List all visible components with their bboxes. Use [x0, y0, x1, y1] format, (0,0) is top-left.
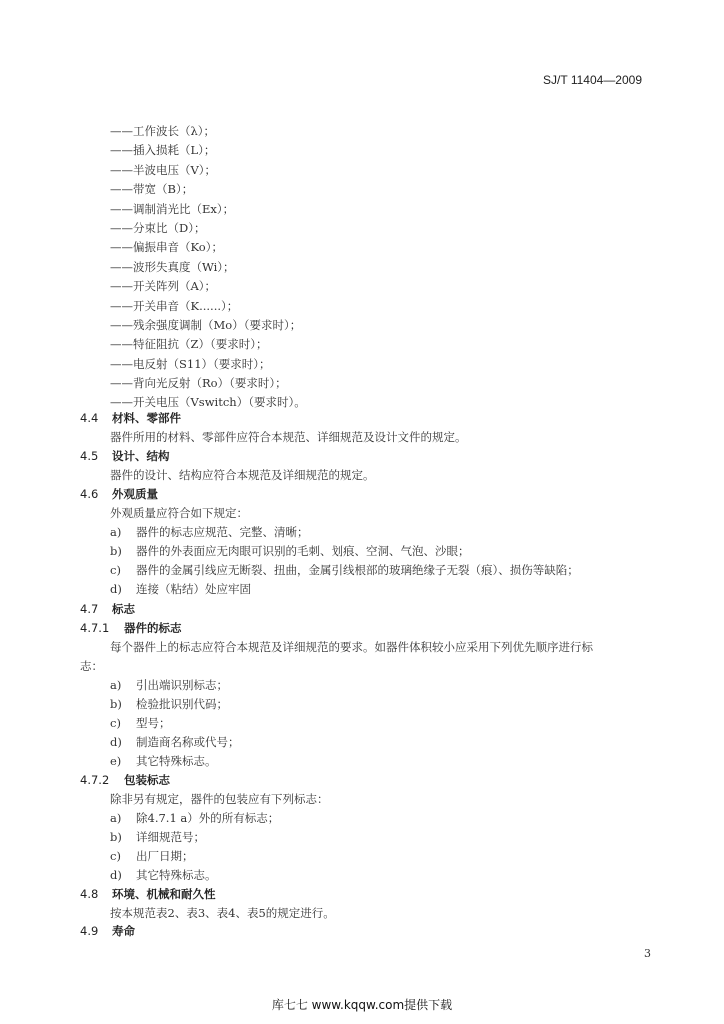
list-item: ——开关电压（Vswitch）（要求时）。 [110, 395, 306, 410]
subsection-heading: 4.7.1 器件的标志 [80, 621, 182, 635]
list-item: ——半波电压（V）； [110, 162, 217, 177]
list-item: ——偏振串音（Ko）； [110, 240, 223, 255]
list-item: ——工作波长（λ）； [110, 124, 216, 138]
list-item: b) 检验批识别代码； [110, 697, 228, 711]
list-item: e) 其它特殊标志。 [110, 754, 217, 768]
paragraph: 按本规范表2、表3、表4、表5的规定进行。 [110, 906, 335, 920]
list-item: d) 连接（粘结）处应牢固 [110, 582, 251, 596]
list-item: ——背向光反射（Ro）（要求时）； [110, 376, 287, 391]
section-heading: 4.7 标志 [80, 602, 135, 616]
list-item: c) 型号； [110, 716, 171, 730]
list-item: ——开关串音（K......）； [110, 298, 239, 313]
list-item: ——调制消光比（Ex）； [110, 201, 235, 216]
section-heading: 4.5 设计、结构 [80, 449, 170, 463]
list-item: ——特征阻抗（Z）（要求时）； [110, 337, 268, 352]
list-item: ——电反射（S11）（要求时）； [110, 356, 271, 371]
list-item: ——带宽（B）； [110, 182, 194, 197]
paragraph: 志： [80, 659, 103, 673]
list-item: c) 器件的金属引线应无断裂、扭曲，金属引线根部的玻璃绝缘子无裂（痕）、损伤等缺陷； [110, 563, 579, 577]
page-number: 3 [644, 947, 651, 960]
list-item: b) 详细规范号； [110, 830, 205, 844]
section-heading: 4.8 环境、机械和耐久性 [80, 887, 216, 901]
paragraph: 器件所用的材料、零部件应符合本规范、详细规范及设计文件的规定。 [110, 430, 467, 444]
list-item: ——开关阵列（A）； [110, 279, 217, 294]
subsection-heading: 4.7.2 包装标志 [80, 773, 170, 787]
section-heading: 4.6 外观质量 [80, 487, 158, 501]
section-heading: 4.4 材料、零部件 [80, 411, 181, 425]
list-item: a) 除4.7.1 a）外的所有标志； [110, 811, 280, 825]
standard-code: SJ/T 11404—2009 [543, 73, 642, 87]
section-heading: 4.9 寿命 [80, 924, 135, 938]
list-item: ——分束比（D）； [110, 220, 206, 235]
list-item: b) 器件的外表面应无肉眼可识别的毛刺、划痕、空洞、气泡、沙眼； [110, 544, 470, 558]
paragraph: 器件的设计、结构应符合本规范及详细规范的规定。 [110, 468, 375, 482]
parameter-list [110, 122, 630, 413]
list-item: d) 制造商名称或代号； [110, 735, 240, 749]
list-item: a) 引出端识别标志； [110, 678, 228, 692]
list-item: c) 出厂日期； [110, 849, 194, 863]
list-item: ——残余强度调制（Mo）（要求时）； [110, 317, 302, 332]
list-item: a) 器件的标志应规范、完整、清晰； [110, 525, 309, 539]
paragraph: 每个器件上的标志应符合本规范及详细规范的要求。如器件体积较小应采用下列优先顺序进行标 [110, 640, 593, 654]
list-item: ——波形失真度（Wi）； [110, 259, 235, 274]
list-item: d) 其它特殊标志。 [110, 868, 217, 882]
list-item: ——插入损耗（L）； [110, 143, 216, 158]
paragraph: 除非另有规定，器件的包装应有下列标志： [110, 792, 329, 806]
download-footer: 库七七 www.kqqw.com提供下载 [271, 998, 453, 1012]
paragraph: 外观质量应符合如下规定： [110, 506, 248, 520]
